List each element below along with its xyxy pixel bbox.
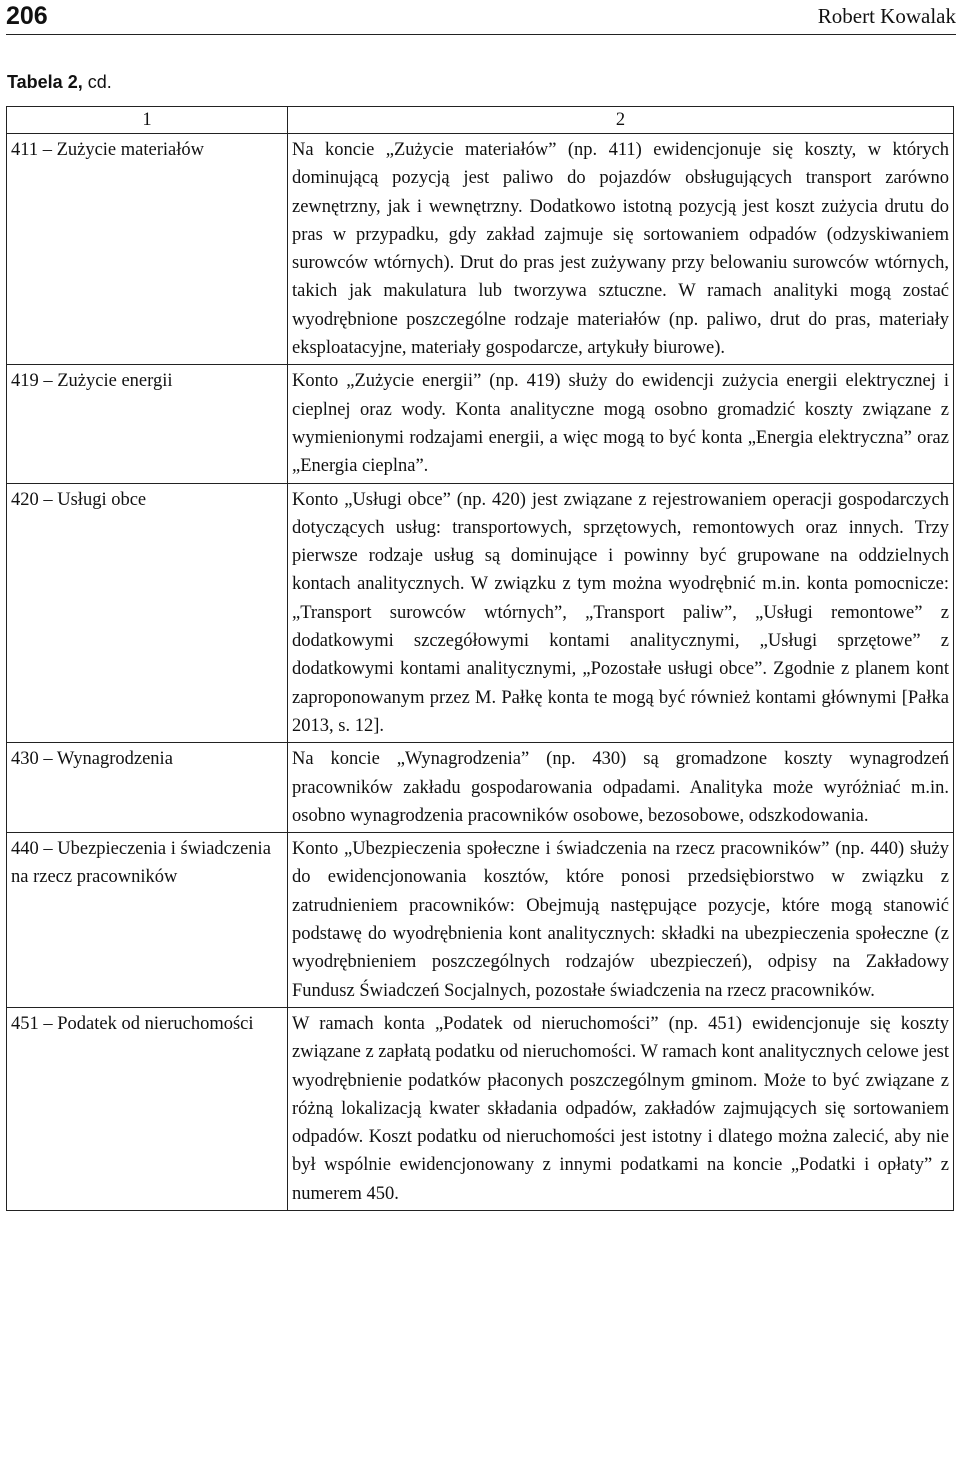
table-caption-suffix: cd. bbox=[87, 72, 112, 92]
table-row bbox=[7, 743, 954, 833]
running-head-author: Robert Kowalak bbox=[817, 4, 956, 28]
column-header-2: 2 bbox=[288, 107, 954, 134]
accounts-table bbox=[6, 106, 954, 1211]
table-caption bbox=[7, 70, 112, 94]
page-number: 206 bbox=[6, 2, 48, 30]
column-header-1: 1 bbox=[7, 107, 288, 134]
account-name-cell: 451 – Podatek od nieruchomości bbox=[7, 1007, 288, 1210]
account-name-cell: 430 – Wynagrodzenia bbox=[7, 743, 288, 833]
account-name-cell: 420 – Usługi obce bbox=[7, 483, 288, 743]
table-row bbox=[7, 134, 954, 365]
table-caption-label: Tabela 2, bbox=[7, 72, 83, 92]
account-description-cell: Konto „Zużycie energii” (np. 419) służy do ewidencji zużycia energii elektrycznej i cieplnej oraz wody. Konta analityczne mogą osobno gromadzić koszty związane z wymienionymi rodzajami energii, a więc mogą to być konta „Energia elektryczna” oraz „Energia cieplna”. bbox=[288, 365, 954, 483]
table-row bbox=[7, 365, 954, 483]
account-description-cell: Konto „Ubezpieczenia społeczne i świadczenia na rzecz pracowników” (np. 440) służy do ewidencjonowania kosztów, które ponosi przedsiębiorstwo w związku z zatrudnieniem pracowników: Obejmują następujące pozycje, które mogą stanowić podstawę do wyodrębnienia kont analitycznych: składki na ubezpieczenia społeczne (z wyodrębnieniem poszczególnych rodzajów ubezpieczeń), odpisy na Zakładowy Fundusz Świadczeń Socjalnych, pozostałe świadczenia na rzecz pracowników. bbox=[288, 833, 954, 1008]
account-name-cell: 440 – Ubezpieczenia i świadczenia na rzecz pracowników bbox=[7, 833, 288, 1008]
table-header-row bbox=[7, 107, 954, 134]
account-name-cell: 411 – Zużycie materiałów bbox=[7, 134, 288, 365]
table-row bbox=[7, 1007, 954, 1210]
table-row bbox=[7, 483, 954, 743]
account-description-cell: W ramach konta „Podatek od nieruchomości” (np. 451) ewidencjonuje się koszty związane z zapłatą podatku od nieruchomości. W ramach kont analitycznych celowe jest wyodrębnienie podatków płaconych poszczególnym gminom. Może to być związane z różną lokalizacją kwater składania odpadów, zakładów zajmujących się sortowaniem odpadów. Koszt podatku od nieruchomości jest istotny i dlatego można zalecić, aby nie był wspólnie ewidencjonowany z innymi podatkami na koncie „Podatki i opłaty” z numerem 450. bbox=[288, 1007, 954, 1210]
account-description-cell: Na koncie „Wynagrodzenia” (np. 430) są gromadzone koszty wynagrodzeń pracowników zakładu gospodarowania odpadami. Analityka może wyróżniać m.in. osobno wynagrodzenia pracowników osobowe, bezosobowe, odszkodowania. bbox=[288, 743, 954, 833]
account-name-cell: 419 – Zużycie energii bbox=[7, 365, 288, 483]
account-description-cell: Na koncie „Zużycie materiałów” (np. 411) ewidencjonuje się koszty, w których dominującą pozycją jest paliwo do pojazdów obsługujących transport zarówno zewnętrzny, jak i wewnętrzny. Dodatkowo istotną pozycją jest koszt zużycia drutu do pras w przypadku, gdy zakład zajmuje się sortowaniem odpadów (odzyskiwaniem surowców wtórnych). Drut do pras jest zużywany przy belowaniu surowców wtórnych, takich jak makulatura lub tworzywa sztuczne. W ramach analityki mogą zostać wyodrębnione poszczególne rodzaje materiałów (np. paliwo, drut do pras, materiały eksploatacyjne, materiały gospodarcze, artykuły biurowe). bbox=[288, 134, 954, 365]
page-header bbox=[6, 0, 956, 35]
table-row bbox=[7, 833, 954, 1008]
account-description-cell: Konto „Usługi obce” (np. 420) jest związane z rejestrowaniem operacji gospodarczych dotyczących usług: transportowych, sprzętowych, remontowych oraz innych. Trzy pierwsze rodzaje usług są dominujące i powinny być grupowane na oddzielnych kontach analitycznych. W związku z tym można wyodrębnić m.in. konta pomocnicze: „Transport surowców wtórnych”, „Transport paliw”, „Usługi remontowe” z dodatkowymi szczegółowymi kontami analitycznymi, „Usługi sprzętowe” z dodatkowymi kontami analitycznymi, „Pozostałe usługi obce”. Zgodnie z planem kont zaproponowanym przez M. Pałkę konta te mogą być również kontami głównymi [Pałka 2013, s. 12]. bbox=[288, 483, 954, 743]
